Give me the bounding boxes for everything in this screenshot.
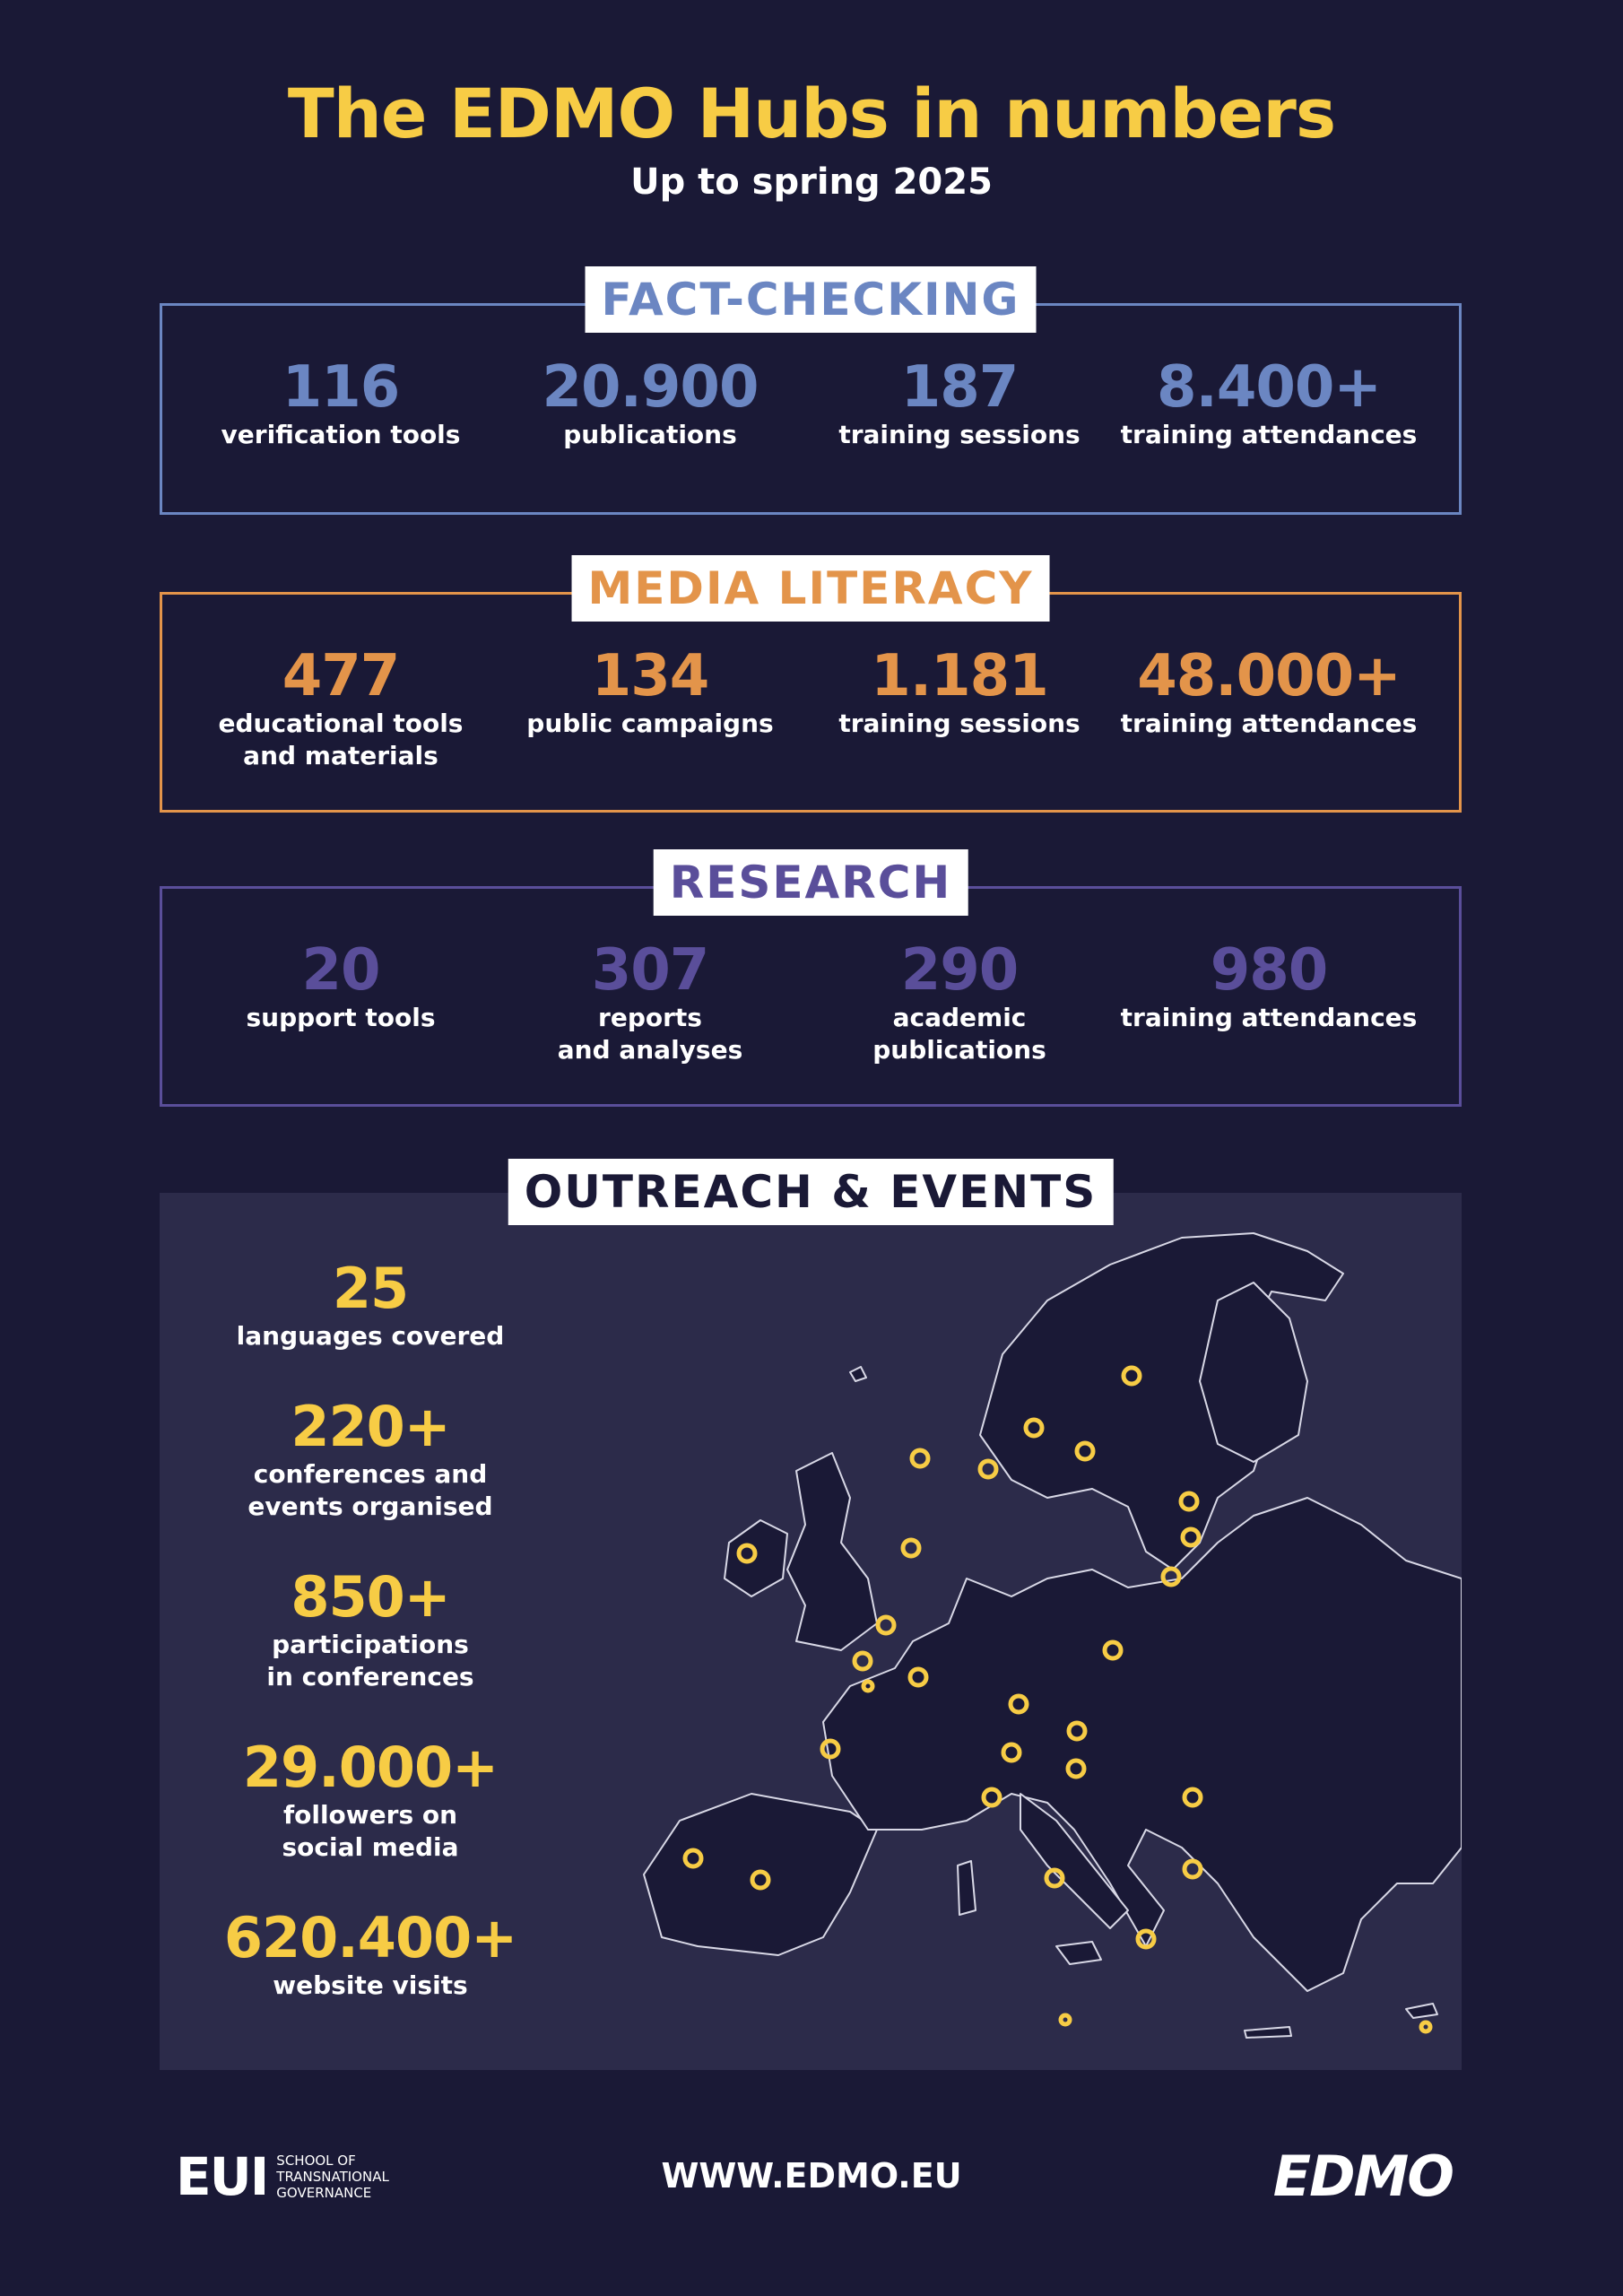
map-finland — [1200, 1283, 1307, 1462]
stat-educational-tools — [188, 645, 493, 772]
stat-training-attendances — [1116, 939, 1421, 1034]
stat-label: verification tools — [221, 420, 461, 449]
stat-academic-publications — [807, 939, 1112, 1066]
stat-label: training sessions — [838, 420, 1081, 449]
edmo-logo: EDMO — [1272, 2144, 1453, 2209]
europe-map — [626, 1202, 1462, 2063]
hub-marker — [1185, 1861, 1201, 1877]
stat-training-sessions — [807, 645, 1112, 740]
stat-training-attendances — [1116, 356, 1421, 451]
stat-label: academic publications — [872, 1003, 1046, 1065]
stat-training-attendances — [1116, 645, 1421, 740]
stat-conferences-organised — [222, 1396, 518, 1523]
map-great-britain — [787, 1453, 877, 1650]
stat-value: 116 — [282, 354, 400, 421]
hub-marker — [855, 1653, 871, 1669]
research-heading: RESEARCH — [654, 849, 968, 916]
outreach-heading: OUTREACH & EVENTS — [508, 1159, 1114, 1225]
stat-value: 290 — [900, 937, 1019, 1004]
stat-label: training attendances — [1120, 1003, 1418, 1032]
stat-website-visits — [222, 1907, 518, 2002]
stat-value: 29.000+ — [242, 1735, 499, 1800]
stat-value: 134 — [591, 643, 709, 709]
stat-label: website visits — [273, 1970, 468, 2000]
hub-marker — [1061, 2015, 1070, 2024]
page-title: The EDMO Hubs in numbers — [287, 74, 1336, 153]
stat-value: 850+ — [291, 1564, 450, 1630]
hub-marker — [878, 1617, 894, 1633]
page-subtitle: Up to spring 2025 — [630, 161, 993, 203]
fact-checking-heading: FACT-CHECKING — [586, 266, 1037, 333]
map-cyprus — [1406, 2004, 1437, 2018]
stat-value: 220+ — [291, 1394, 450, 1459]
stat-label: training sessions — [838, 709, 1081, 738]
map-iberia — [644, 1794, 877, 1955]
stat-value: 187 — [900, 354, 1019, 421]
stat-training-sessions — [807, 356, 1112, 451]
research-panel — [160, 857, 1462, 1107]
hub-marker — [980, 1461, 996, 1477]
stat-verification-tools — [188, 356, 493, 451]
hub-marker — [912, 1450, 928, 1466]
website-link[interactable]: WWW.EDMO.EU — [661, 2156, 962, 2196]
stat-support-tools — [188, 939, 493, 1034]
eui-logo-mark: EUI — [176, 2146, 268, 2207]
fact-checking-panel — [160, 274, 1462, 515]
stat-label: languages covered — [236, 1321, 505, 1351]
map-crete — [1245, 2027, 1291, 2038]
stat-label: public campaigns — [526, 709, 774, 738]
stat-value: 25 — [332, 1256, 409, 1321]
stat-value: 20 — [301, 937, 380, 1004]
stat-value: 1.181 — [871, 643, 1048, 709]
stat-publications — [498, 356, 803, 451]
media-literacy-panel — [160, 562, 1462, 813]
stat-label: participations in conferences — [266, 1630, 474, 1692]
stat-label: reports and analyses — [557, 1003, 743, 1065]
stat-followers — [222, 1736, 518, 1864]
stat-value: 48.000+ — [1137, 643, 1401, 709]
outreach-panel — [160, 1166, 1462, 2070]
stat-languages — [222, 1257, 518, 1352]
stat-value: 307 — [591, 937, 709, 1004]
stat-label: training attendances — [1120, 420, 1418, 449]
stat-reports — [498, 939, 803, 1066]
stat-value: 8.400+ — [1156, 354, 1382, 421]
stat-label: educational tools and materials — [218, 709, 464, 770]
stat-participations — [222, 1566, 518, 1693]
footer — [0, 2138, 1623, 2228]
stat-value: 20.900 — [542, 354, 759, 421]
map-iceland — [850, 1367, 866, 1381]
stat-value: 477 — [282, 643, 400, 709]
hub-marker — [1421, 2022, 1430, 2031]
map-sardinia — [958, 1861, 976, 1915]
eui-logo-text: SCHOOL OF TRANSNATIONAL GOVERNANCE — [276, 2152, 389, 2201]
hub-marker — [903, 1540, 919, 1556]
stat-public-campaigns — [498, 645, 803, 740]
stat-label: support tools — [246, 1003, 436, 1032]
media-literacy-heading: MEDIA LITERACY — [572, 555, 1050, 622]
stat-label: publications — [563, 420, 737, 449]
stat-label: followers on social media — [282, 1800, 459, 1862]
stat-value: 980 — [1210, 937, 1328, 1004]
stat-value: 620.400+ — [223, 1905, 517, 1970]
stat-label: conferences and events organised — [247, 1459, 493, 1521]
map-continent — [823, 1498, 1462, 1991]
map-sicily — [1056, 1942, 1101, 1964]
stat-label: training attendances — [1120, 709, 1418, 738]
